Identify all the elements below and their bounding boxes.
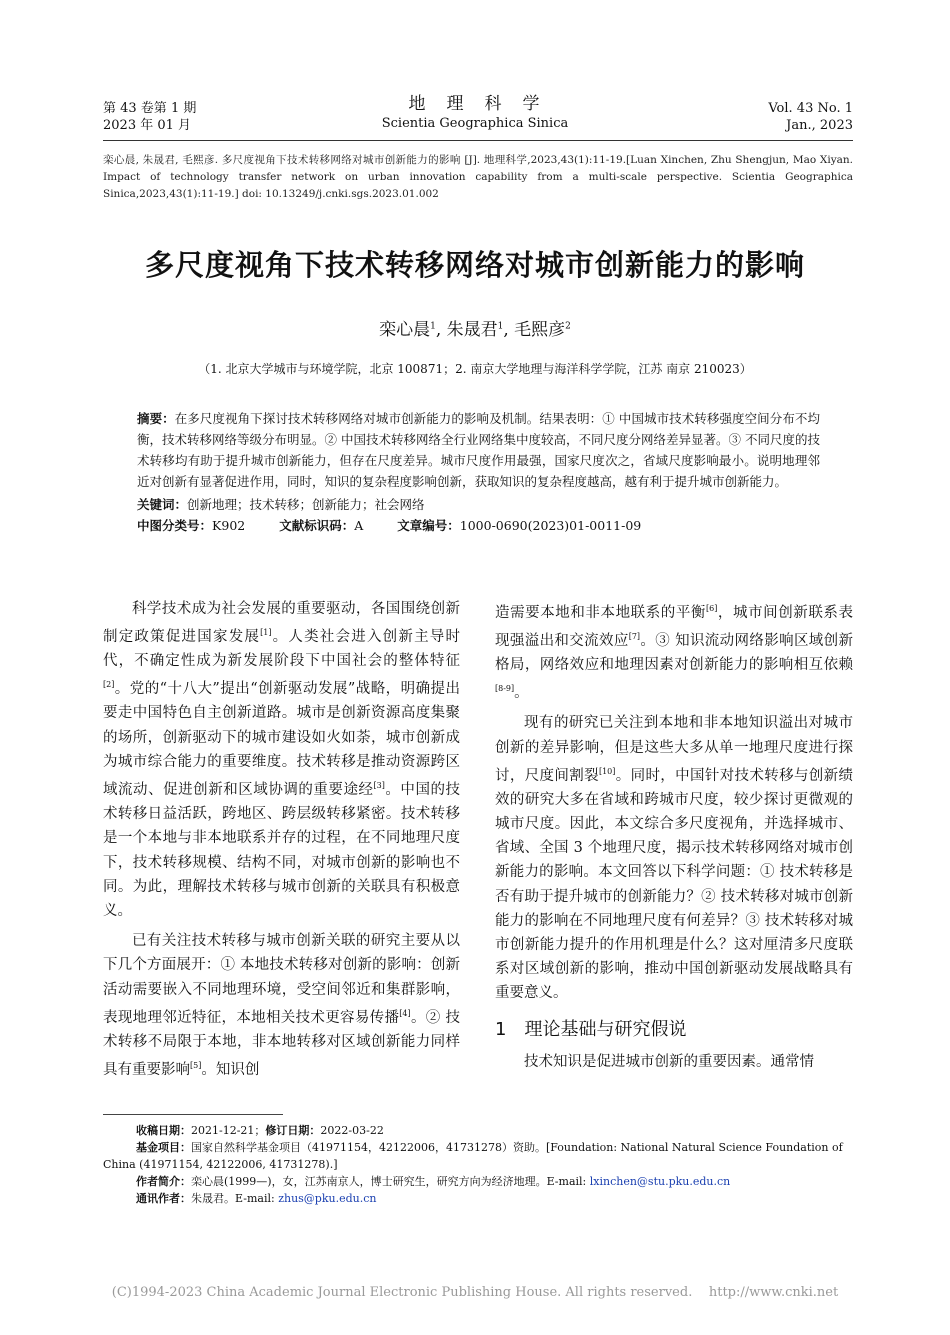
corresponding-email-link[interactable]: zhus@pku.edu.cn: [278, 1192, 377, 1205]
author-email-link[interactable]: lxinchen@stu.pku.edu.cn: [589, 1175, 731, 1188]
copyright-watermark: (C)1994-2023 China Academic Journal Electronic Publishing House. All rights reserved. http://www.cnki.net: [111, 1285, 839, 1300]
paragraph: 已有关注技术转移与城市创新关联的研究主要从以下几个方面展开：① 本地技术转移对创新的影响：创新活动需要嵌入不同地理环境，受空间邻近和集群影响，表现地理邻近特征，本地相关技术更容易传播[4]。② 技术转移不局限于本地，非本地转移对区域创新能力同样具有重要影响[5]。知识创: [103, 933, 461, 1078]
reference-link[interactable]: [2]: [103, 680, 115, 690]
reference-link[interactable]: [10]: [598, 766, 616, 776]
author-2-affil: 1: [497, 321, 504, 332]
left-column: [103, 597, 460, 1082]
journal-issue-en: [768, 100, 853, 134]
corresponding-text: 朱晟君。E-mail:: [191, 1192, 279, 1205]
keywords-text: 创新地理；技术转移；创新能力；社会网络: [187, 497, 425, 512]
revised-label: 修订日期: [265, 1124, 310, 1137]
article-no-value: 1000-0690(2023)01-0011-09: [459, 518, 642, 533]
reference-link[interactable]: [4]: [399, 1008, 411, 1018]
author-2: 朱晟君: [446, 320, 498, 340]
article-no-label: 文章编号: [397, 518, 448, 533]
paragraph: 科学技术成为社会发展的重要驱动，各国围绕创新制定政策促进国家发展[1]。人类社会进入创新主导时代，不确定性成为新发展阶段下中国社会的整体特征[2]。党的“十八大”提出“创新驱动发展”战略，明确提出要走中国特色自主创新道路。城市是创新资源高度集聚的场所，创新驱动下的城市建设如火如荼，城市创新成为城市综合能力的重要维度。技术转移是推动资源跨区域流动、促进创新和区域协调的重要途经[3]。中国的技术转移日益活跃，跨地区、跨层级转移紧密。技术转移是一个本地与非本地联系并存的过程，在不同地理尺度下，技术转移规模、结构不同，对城市创新的影响也不同。为此，理解技术转移与城市创新的关联具有积极意义。: [103, 601, 461, 919]
reference-link[interactable]: [7]: [628, 632, 641, 642]
citation: 栾心晨, 朱晟君, 毛熙彦. 多尺度视角下技术转移网络对城市创新能力的影响 [J]. 地理科学,2023,43(1):11-19.[Luan Xinchen, Zhu Shengjun, Mao Xiyan. Impact of technology transfer network on urban innovation capability from a multi-scale perspective. Scientia Geographica Sinica,2023,43(1):11-19.] doi: 10.13249/j.cnki.sgs.2023.01.002: [103, 154, 853, 200]
revised-date: 2022-03-22: [320, 1124, 384, 1137]
keywords-label: 关键词: [137, 497, 175, 512]
section-number: 1: [495, 1018, 507, 1040]
header-rule: [103, 140, 853, 141]
reference-link[interactable]: [1]: [260, 628, 272, 638]
footnote-rule: [103, 1114, 283, 1115]
classification-line: 中图分类号：K902 文献标识码：A 文章编号：1000-0690(2023)01-0011-09: [137, 518, 642, 533]
author-separator: ,: [503, 320, 515, 340]
doc-code-label: 文献标识码: [279, 518, 342, 533]
author-bio-line: 作者简介：栾心晨(1999—)，女，江苏南京人，博士研究生，研究方向为经济地理。E-mail: lxinchen@stu.pku.edu.cn: [136, 1175, 731, 1188]
author-1: 栾心晨: [379, 320, 431, 340]
author-3-affil: 2: [565, 321, 571, 332]
issue-date: 2023 年 01 月: [103, 118, 192, 133]
corresponding-line: 通讯作者：朱晟君。E-mail: zhus@pku.edu.cn: [136, 1192, 377, 1205]
journal-title-en: Scientia Geographica Sinica: [381, 116, 569, 131]
paragraph: 技术知识是促进城市创新的重要因素。通常情: [524, 1053, 814, 1070]
clc-label: 中图分类号: [137, 518, 200, 533]
author-3: 毛熙彦: [514, 320, 566, 340]
abstract-text: 在多尺度视角下探讨技术转移网络对城市创新能力的影响及机制。结果表明：① 中国城市技术转移强度空间分布不均衡，技术转移网络等级分布明显。② 中国技术转移网络全行业网络集中度较高，不同尺度分网络差异显著。③ 不同尺度的技术转移均有助于提升城市创新能力，但存在尺度差异。城市尺度作用最强，国家尺度次之，省域尺度影响最小。说明地理邻近对创新有显著促进作用，同时，知识的复杂程度影响创新，获取知识的复杂程度越高，越有利于提升城市创新能力。: [137, 411, 820, 489]
reference-link[interactable]: [5]: [190, 1060, 202, 1070]
doc-code-value: A: [354, 518, 364, 533]
section-title: 理论基础与研究假说: [524, 1018, 687, 1040]
reference-link[interactable]: [6]: [706, 604, 718, 613]
fund-text: 国家自然科学基金项目（41971154，42122006，41731278）资助。[Foundation: National Natural Science Foundation of China (41971154, 42122006, 41731278).]: [103, 1141, 843, 1171]
received-date: 2021-12-21: [191, 1124, 255, 1137]
author-list: [0, 315, 950, 340]
received-label: 收稿日期: [136, 1124, 180, 1137]
journal-title-cn: 地 理 科 学: [408, 94, 542, 114]
affiliations: （1. 北京大学城市与环境学院，北京 100871；2. 南京大学地理与海洋科学学院，江苏 南京 210023）: [198, 362, 752, 376]
right-column: [495, 597, 853, 1074]
author-separator: ,: [435, 320, 447, 340]
funding-line: 基金项目：国家自然科学基金项目（41971154，42122006，41731278）资助。[Foundation: National Natural Science Foundation of China (41971154, 42122006, 41731278).]: [103, 1141, 843, 1171]
author-1-affil: 1: [430, 321, 436, 332]
abstract-label: 摘要: [137, 411, 163, 426]
paragraph: 造需要本地和非本地联系的平衡[6]，城市间创新联系表现强溢出和交流效应[7]。③ 知识流动网络影响区域创新格局，网络效应和地理因素对创新能力的影响相互依赖[8-9]。: [495, 604, 854, 702]
author-bio-label: 作者简介: [136, 1175, 180, 1188]
abstract-block: [137, 408, 820, 536]
volume-issue-en: Vol. 43 No. 1: [768, 101, 853, 116]
section-heading: [495, 1018, 853, 1042]
paper-title: 多尺度视角下技术转移网络对城市创新能力的影响: [144, 248, 805, 282]
corresponding-label: 通讯作者: [136, 1192, 180, 1205]
volume-issue: 第 43 卷第 1 期: [103, 101, 197, 116]
author-bio-text: 栾心晨(1999—)，女，江苏南京人，博士研究生，研究方向为经济地理。E-mail:: [191, 1175, 590, 1188]
paragraph: 现有的研究已关注到本地和非本地知识溢出对城市创新的差异影响，但是这些大多从单一地理尺度进行探讨，尺度间割裂[10]。同时，中国针对技术转移与创新绩效的研究大多在省域和跨城市尺度，较少探讨更微观的城市尺度。因此，本文综合多尺度视角，并选择城市、省域、全国 3 个地理尺度，揭示技术转移网络对城市创新能力的影响。本文回答以下科学问题：① 技术转移是否有助于提升城市的创新能力？② 技术转移对城市创新能力的影响在不同地理尺度有何差异？③ 技术转移对城市创新能力提升的作用机理是什么？这对厘清多尺度联系对区域创新的影响，推动中国创新驱动发展战略具有重要意义。: [495, 715, 854, 1002]
clc-value: K902: [212, 518, 246, 533]
keywords: 关键词：创新地理；技术转移；创新能力；社会网络: [137, 497, 425, 512]
dates-line: 收稿日期：2021-12-21；修订日期：2022-03-22: [136, 1124, 384, 1137]
reference-link[interactable]: [8-9]: [495, 684, 515, 694]
fund-label: 基金项目: [136, 1141, 180, 1154]
reference-link[interactable]: [3]: [373, 781, 385, 791]
footnotes: [103, 1122, 853, 1207]
issue-date-en: Jan., 2023: [786, 118, 853, 133]
abstract: 摘要：在多尺度视角下探讨技术转移网络对城市创新能力的影响及机制。结果表明：① 中国城市技术转移强度空间分布不均衡，技术转移网络等级分布明显。② 中国技术转移网络全行业网络集中度较高，不同尺度分网络差异显著。③ 不同尺度的技术转移均有助于提升城市创新能力，但存在尺度差异。城市尺度作用最强，国家尺度次之，省域尺度影响最小。说明地理邻近对创新有显著促进作用，同时，知识的复杂程度影响创新，获取知识的复杂程度越高，越有利于提升城市创新能力。: [137, 411, 820, 489]
